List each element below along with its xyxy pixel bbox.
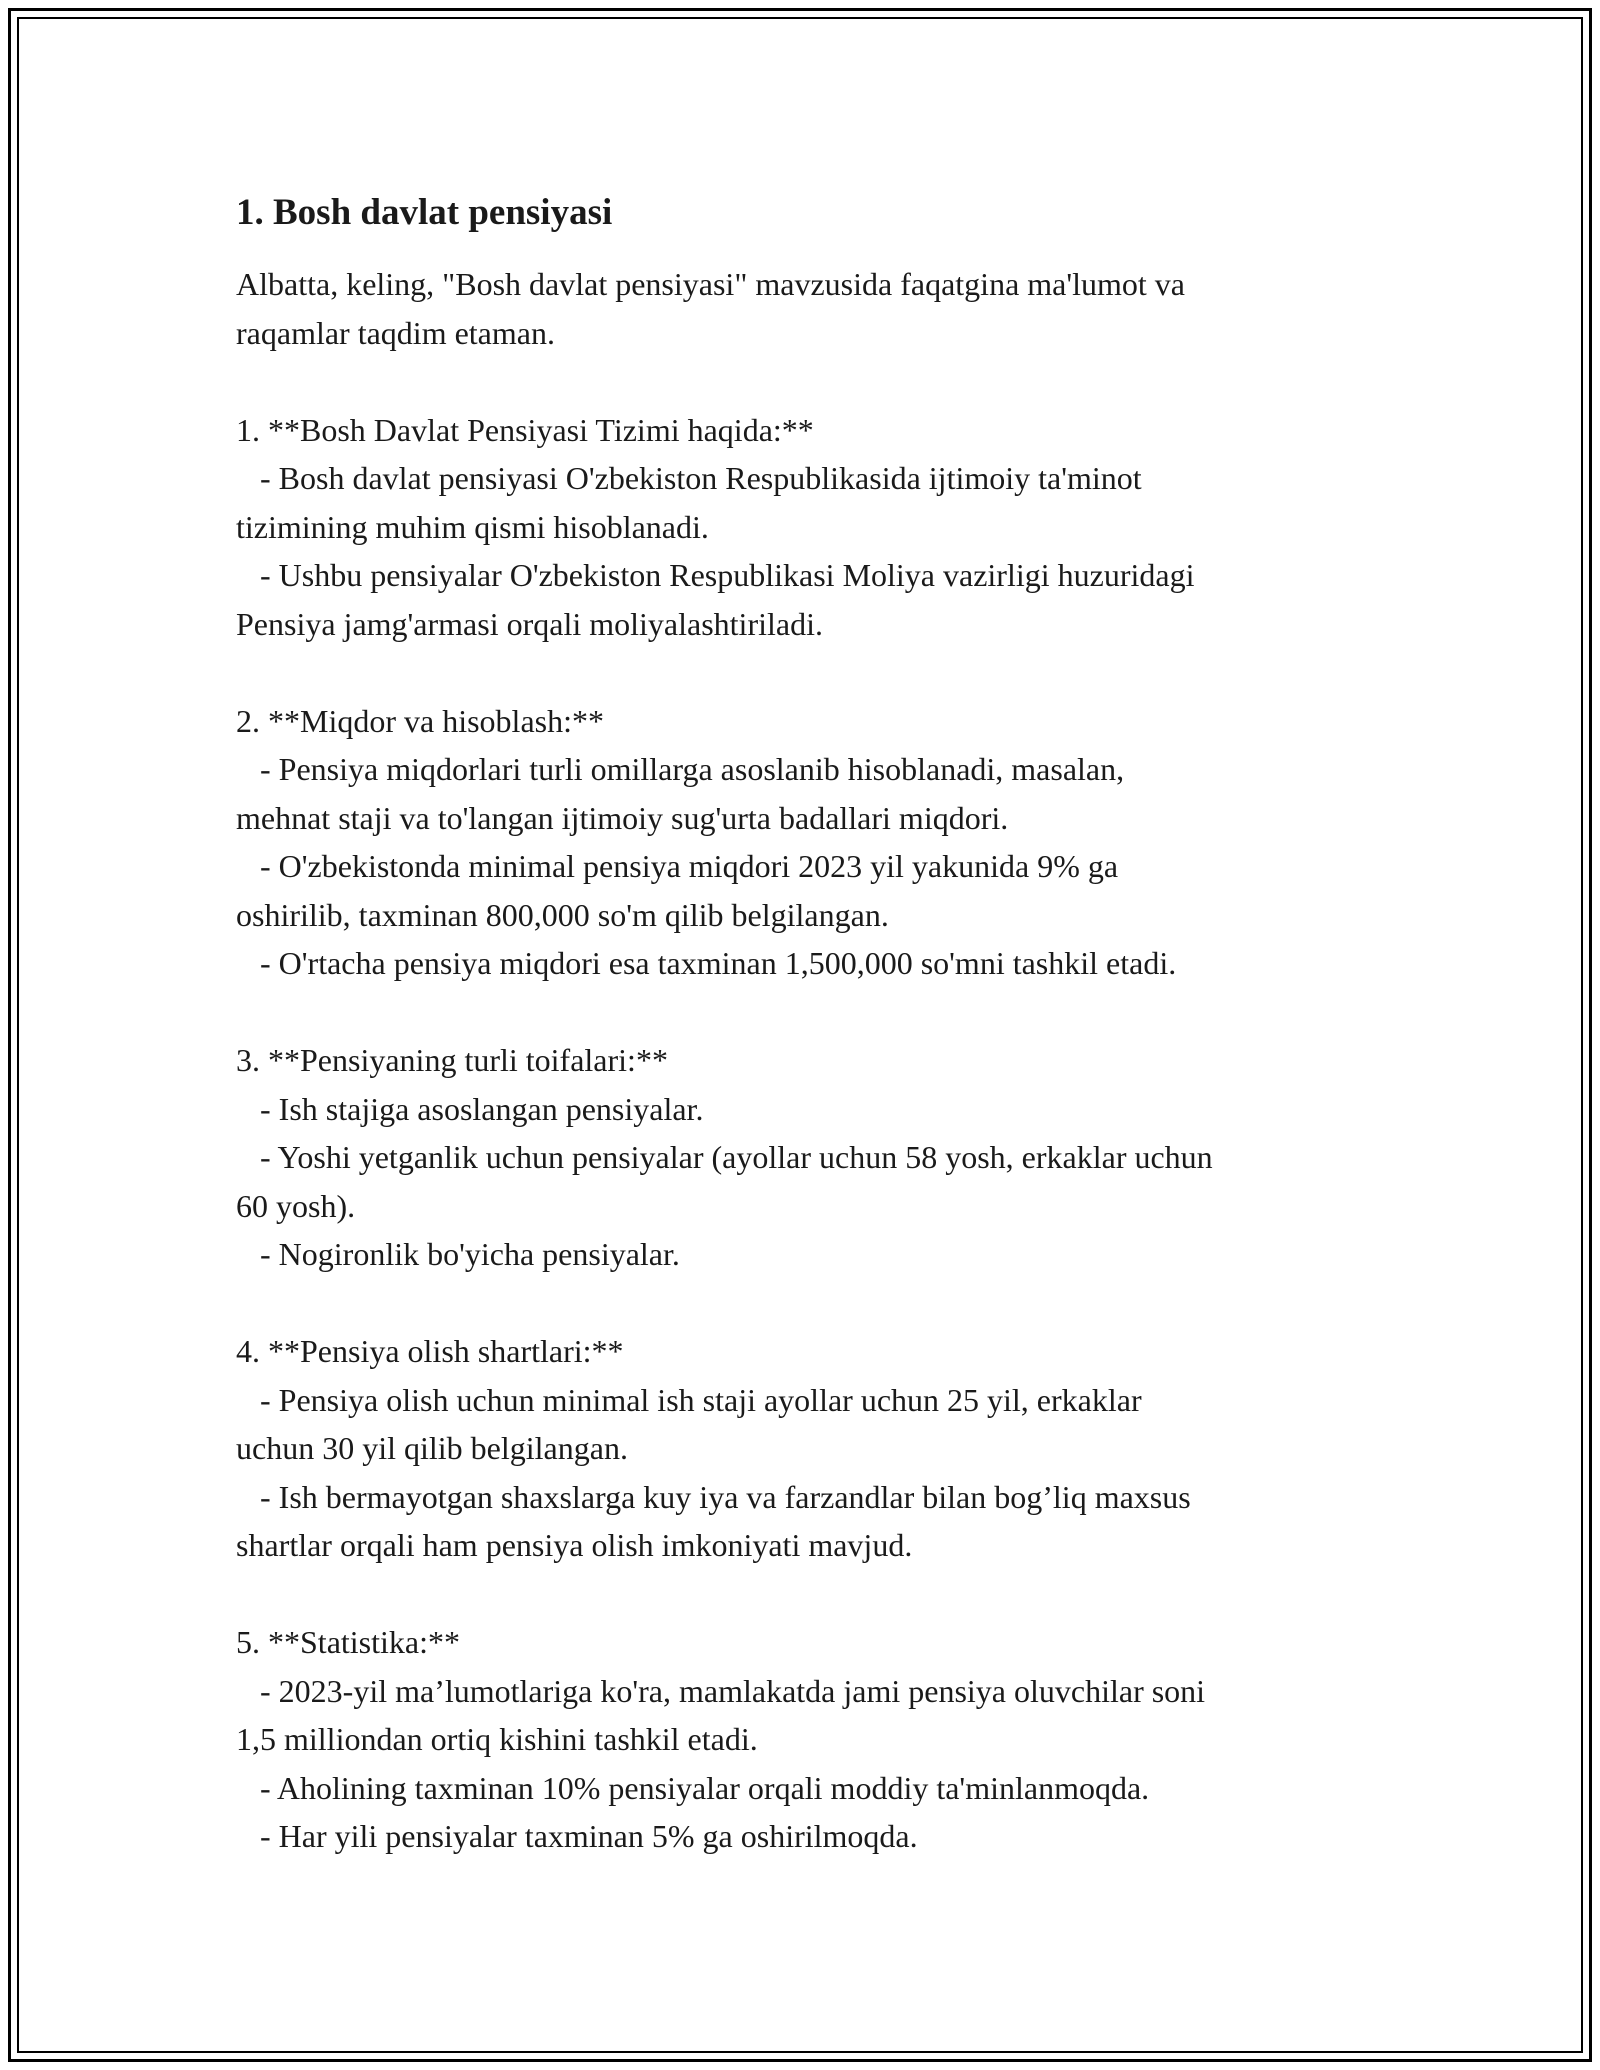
section-line: - Har yili pensiyalar taxminan 5% ga oshirilmoqda. xyxy=(236,1818,918,1854)
section-line: - Bosh davlat pensiyasi O'zbekiston Respublikasida ijtimoiy ta'minot xyxy=(236,460,1142,496)
section-heading: 3. **Pensiyaning turli toifalari:** xyxy=(236,1042,668,1078)
section-line: tizimining muhim qismi hisoblanadi. xyxy=(236,508,709,545)
section-line: uchun 30 yil qilib belgilangan. xyxy=(236,1430,628,1466)
section-line: - 2023-yil ma’lumotlariga ko'ra, mamlakatda jami pensiya oluvchilar soni xyxy=(236,1672,1206,1709)
section-line: - Aholining taxminan 10% pensiyalar orqali moddiy ta'minlanmoqda. xyxy=(236,1769,1150,1806)
section-line: mehnat staji va to'langan ijtimoiy sug'urta badallari miqdori. xyxy=(236,799,1009,836)
section-heading: 5. **Statistika:** xyxy=(236,1624,460,1660)
section-line: - O'rtacha pensiya miqdori esa taxminan 1,500,000 so'mni tashkil etadi. xyxy=(236,945,1177,981)
document-body xyxy=(236,188,1376,1861)
intro-paragraph xyxy=(236,260,1376,357)
section-line: Pensiya jamg'armasi orqali moliyalashtiriladi. xyxy=(236,605,823,642)
section-conditions xyxy=(236,1327,1376,1570)
section-line: 60 yosh). xyxy=(236,1187,356,1224)
section-line: - Pensiya olish uchun minimal ish staji ayollar uchun 25 yil, erkaklar xyxy=(236,1381,1142,1418)
section-line: oshirilib, taxminan 800,000 so'm qilib belgilangan. xyxy=(236,896,889,933)
section-heading: 4. **Pensiya olish shartlari:** xyxy=(236,1333,624,1369)
section-line: - Pensiya miqdorlari turli omillarga asoslanib hisoblanadi, masalan, xyxy=(236,751,1125,787)
section-line: - Ish bermayotgan shaxslarga kuy iya va farzandlar bilan bog’liq maxsus xyxy=(236,1478,1191,1515)
intro-line: Albatta, keling, "Bosh davlat pensiyasi" mavzusida faqatgina ma'lumot va xyxy=(236,266,1185,302)
section-statistics xyxy=(236,1618,1376,1861)
section-line: - Nogironlik bo'yicha pensiyalar. xyxy=(236,1236,680,1272)
document-title: 1. Bosh davlat pensiyasi xyxy=(236,192,613,233)
section-categories xyxy=(236,1036,1376,1279)
section-system xyxy=(236,406,1376,649)
section-line: - Ushbu pensiyalar O'zbekiston Respublikasi Moliya vazirligi huzuridagi xyxy=(236,557,1195,593)
section-heading: 2. **Miqdor va hisoblash:** xyxy=(236,702,604,739)
intro-line: raqamlar taqdim etaman. xyxy=(236,314,555,351)
section-line: 1,5 milliondan ortiq kishini tashkil etadi. xyxy=(236,1721,758,1757)
section-amount xyxy=(236,697,1376,988)
section-line: - Ish stajiga asoslangan pensiyalar. xyxy=(236,1090,704,1127)
section-line: shartlar orqali ham pensiya olish imkoniyati mavjud. xyxy=(236,1527,913,1563)
section-line: - Yoshi yetganlik uchun pensiyalar (ayollar uchun 58 yosh, erkaklar uchun xyxy=(236,1139,1213,1175)
section-line: - O'zbekistonda minimal pensiya miqdori 2023 yil yakunida 9% ga xyxy=(236,848,1119,884)
section-heading: 1. **Bosh Davlat Pensiyasi Tizimi haqida:** xyxy=(236,411,814,448)
